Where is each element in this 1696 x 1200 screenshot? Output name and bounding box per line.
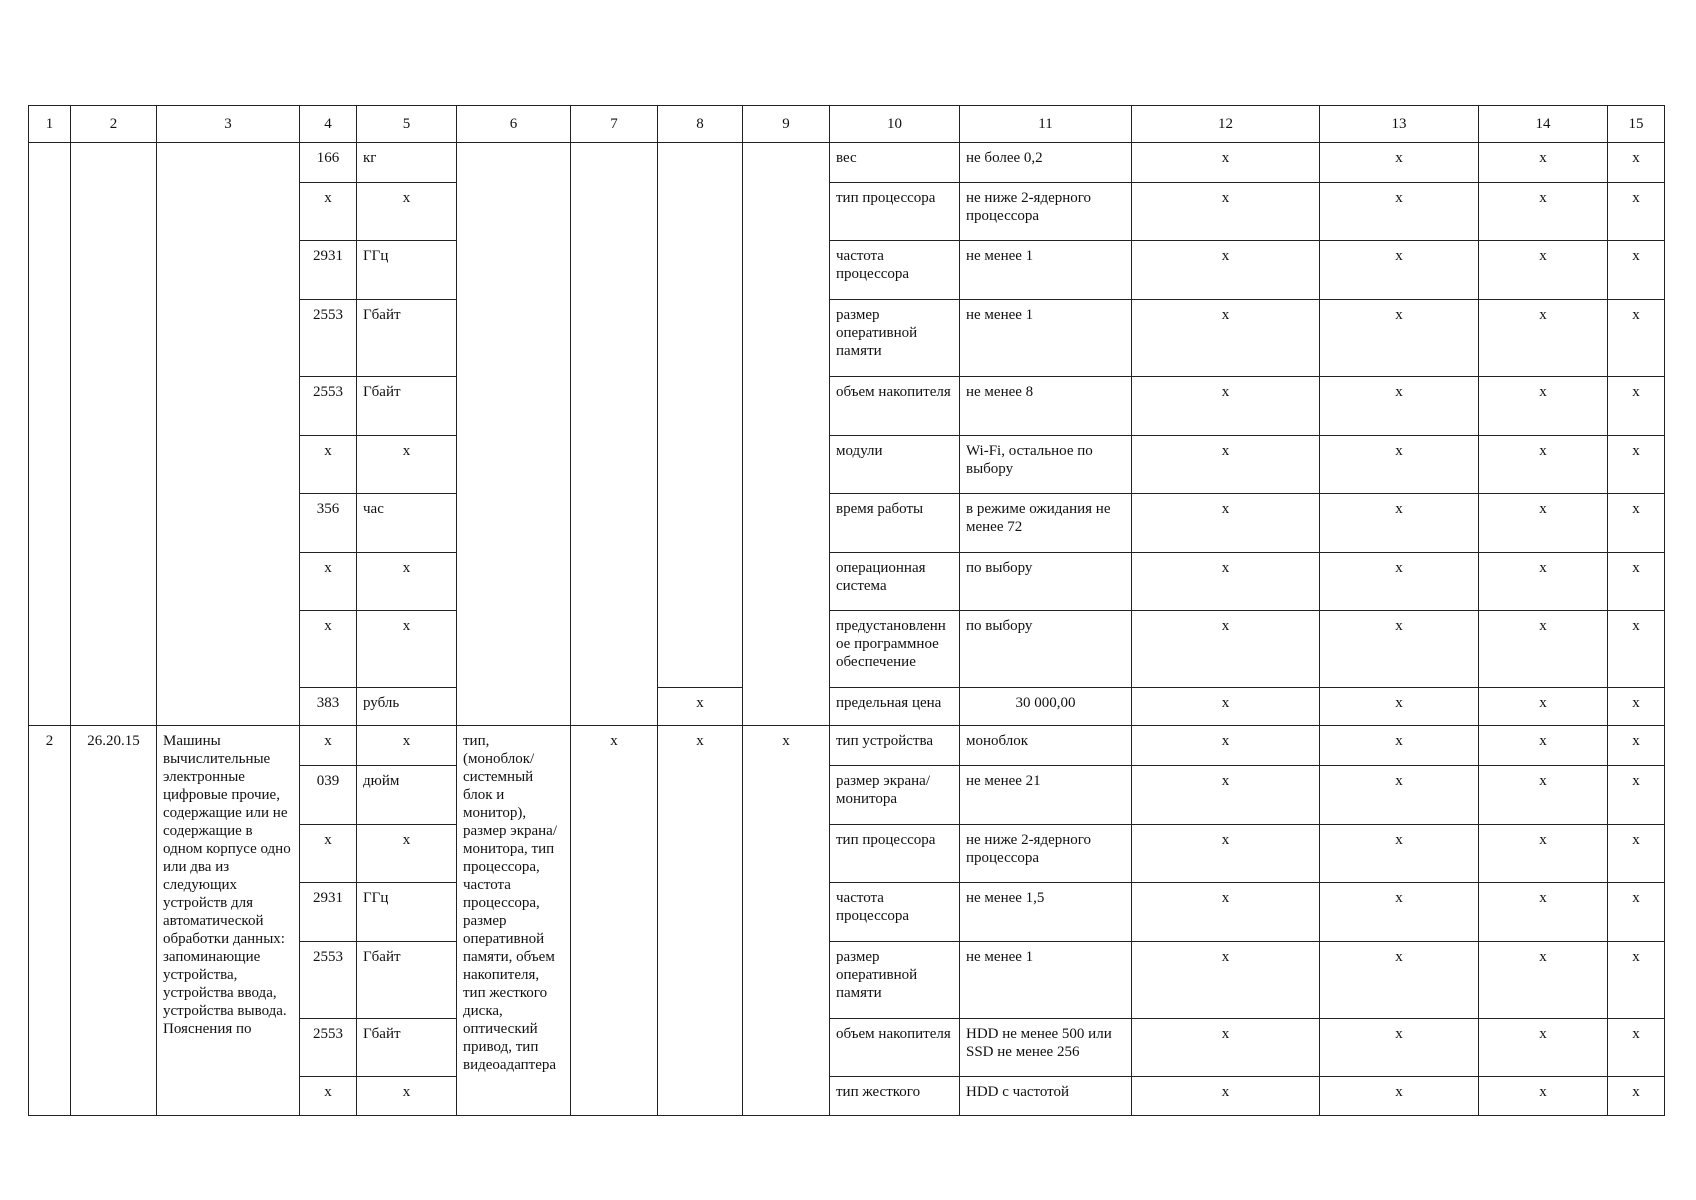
- cell-characteristic: размер оперативной памяти: [830, 942, 960, 1019]
- cell-x: x: [1132, 300, 1320, 377]
- cell-x: x: [1132, 241, 1320, 300]
- cell-code: 2931: [300, 883, 357, 942]
- cell-x: x: [1608, 300, 1665, 377]
- cell-characteristic: объем накопителя: [830, 377, 960, 436]
- table-row: [29, 143, 1665, 183]
- cell-x: x: [1479, 883, 1608, 942]
- cell-x: x: [1320, 143, 1479, 183]
- cell-value: не ниже 2-ядерного процессора: [960, 825, 1132, 883]
- cell-x: x: [1479, 300, 1608, 377]
- cell-x: x: [1608, 494, 1665, 553]
- cell-x: x: [1320, 183, 1479, 241]
- header-cell: 15: [1608, 106, 1665, 143]
- cell-x: x: [1320, 825, 1479, 883]
- header-cell: 12: [1132, 106, 1320, 143]
- cell-x: x: [1608, 611, 1665, 688]
- cell-x: x: [1320, 1077, 1479, 1116]
- header-cell: 11: [960, 106, 1132, 143]
- header-cell: 1: [29, 106, 71, 143]
- cell-x: x: [1479, 611, 1608, 688]
- cell-x: x: [1132, 494, 1320, 553]
- cell-x: x: [1479, 688, 1608, 726]
- cell-x: x: [1320, 494, 1479, 553]
- cell-code: 2931: [300, 241, 357, 300]
- cell-characteristic: предельная цена: [830, 688, 960, 726]
- cell-characteristic: модули: [830, 436, 960, 494]
- cell-code: x: [300, 726, 357, 766]
- cell-x: x: [1132, 611, 1320, 688]
- cell-characteristic: тип процессора: [830, 825, 960, 883]
- cell-unit: Гбайт: [357, 300, 457, 377]
- cell-code: x: [300, 183, 357, 241]
- column-number-header: [29, 106, 1665, 143]
- cell-characteristic: объем накопителя: [830, 1019, 960, 1077]
- cell-value: по выбору: [960, 611, 1132, 688]
- cell-code: x: [300, 436, 357, 494]
- requirements-table: [28, 105, 1665, 1116]
- cell-x: x: [1320, 726, 1479, 766]
- cell-unit: час: [357, 494, 457, 553]
- cell-x: x: [1320, 1019, 1479, 1077]
- cell-x: x: [1608, 436, 1665, 494]
- cell-value: не менее 8: [960, 377, 1132, 436]
- cell-code: 166: [300, 143, 357, 183]
- cell-x: x: [1479, 825, 1608, 883]
- cell-value: не менее 1: [960, 241, 1132, 300]
- cell-x: x: [1320, 883, 1479, 942]
- cell-item-number: 2: [29, 726, 71, 1116]
- cell-x: x: [571, 726, 658, 1116]
- cell-x: x: [1320, 766, 1479, 825]
- cell-x: x: [1132, 143, 1320, 183]
- cell-value: по выбору: [960, 553, 1132, 611]
- cell-empty: [71, 143, 157, 726]
- header-cell: 2: [71, 106, 157, 143]
- cell-x: x: [1320, 300, 1479, 377]
- cell-empty: [457, 143, 571, 726]
- cell-code: x: [300, 825, 357, 883]
- cell-x: x: [658, 688, 743, 726]
- cell-x: x: [1479, 183, 1608, 241]
- header-cell: 8: [658, 106, 743, 143]
- cell-x: x: [1320, 553, 1479, 611]
- cell-code: x: [300, 553, 357, 611]
- cell-unit: x: [357, 825, 457, 883]
- cell-x: x: [1132, 183, 1320, 241]
- cell-x: x: [1479, 1019, 1608, 1077]
- header-cell: 10: [830, 106, 960, 143]
- cell-x: x: [1608, 883, 1665, 942]
- cell-unit: x: [357, 611, 457, 688]
- cell-x: x: [1320, 377, 1479, 436]
- cell-unit: Гбайт: [357, 377, 457, 436]
- cell-code: 2553: [300, 300, 357, 377]
- cell-x: x: [1608, 183, 1665, 241]
- cell-x: x: [1479, 766, 1608, 825]
- header-cell: 13: [1320, 106, 1479, 143]
- cell-x: x: [1479, 143, 1608, 183]
- cell-unit: x: [357, 436, 457, 494]
- cell-x: x: [1132, 883, 1320, 942]
- cell-x: x: [1132, 942, 1320, 1019]
- cell-unit: x: [357, 1077, 457, 1116]
- cell-x: x: [1132, 825, 1320, 883]
- cell-x: x: [1132, 688, 1320, 726]
- cell-okpd-code: 26.20.15: [71, 726, 157, 1116]
- cell-x: x: [658, 726, 743, 1116]
- cell-x: x: [1608, 553, 1665, 611]
- cell-characteristic: тип процессора: [830, 183, 960, 241]
- cell-x: x: [1479, 553, 1608, 611]
- header-cell: 7: [571, 106, 658, 143]
- cell-characteristic: тип жесткого: [830, 1077, 960, 1116]
- cell-x: x: [1132, 1077, 1320, 1116]
- cell-unit: x: [357, 183, 457, 241]
- cell-x: x: [1320, 611, 1479, 688]
- cell-empty: [571, 143, 658, 726]
- cell-unit: ГГц: [357, 883, 457, 942]
- cell-characteristic: частота процессора: [830, 883, 960, 942]
- cell-code: x: [300, 1077, 357, 1116]
- cell-x: x: [1132, 436, 1320, 494]
- cell-value: HDD не менее 500 или SSD не менее 256: [960, 1019, 1132, 1077]
- cell-x: x: [1479, 1077, 1608, 1116]
- cell-characteristic: тип устройства: [830, 726, 960, 766]
- header-cell: 6: [457, 106, 571, 143]
- document-sheet: [28, 105, 1664, 1116]
- cell-unit: рубль: [357, 688, 457, 726]
- cell-code: 2553: [300, 1019, 357, 1077]
- cell-x: x: [1132, 553, 1320, 611]
- cell-x: x: [1479, 377, 1608, 436]
- cell-x: x: [1608, 766, 1665, 825]
- cell-x: x: [1132, 766, 1320, 825]
- cell-code: 039: [300, 766, 357, 825]
- cell-empty: [29, 143, 71, 726]
- cell-x: x: [1608, 825, 1665, 883]
- cell-value: HDD с частотой: [960, 1077, 1132, 1116]
- cell-unit: дюйм: [357, 766, 457, 825]
- cell-code: 383: [300, 688, 357, 726]
- cell-value: не менее 1: [960, 300, 1132, 377]
- cell-value: не ниже 2-ядерного процессора: [960, 183, 1132, 241]
- cell-unit: кг: [357, 143, 457, 183]
- header-cell: 4: [300, 106, 357, 143]
- cell-x: x: [1132, 726, 1320, 766]
- cell-empty: [157, 143, 300, 726]
- cell-x: x: [1479, 726, 1608, 766]
- cell-x: x: [1479, 494, 1608, 553]
- cell-code: 2553: [300, 377, 357, 436]
- cell-unit: Гбайт: [357, 1019, 457, 1077]
- cell-characteristic: время работы: [830, 494, 960, 553]
- cell-empty: [658, 143, 743, 688]
- cell-value: не менее 1: [960, 942, 1132, 1019]
- cell-value: не менее 1,5: [960, 883, 1132, 942]
- header-cell: 14: [1479, 106, 1608, 143]
- cell-x: x: [1132, 377, 1320, 436]
- cell-x: x: [1479, 241, 1608, 300]
- cell-x: x: [1320, 436, 1479, 494]
- cell-x: x: [1608, 1077, 1665, 1116]
- cell-characteristic: операционная система: [830, 553, 960, 611]
- cell-characteristic: вес: [830, 143, 960, 183]
- cell-characteristic: предустановленное программное обеспечение: [830, 611, 960, 688]
- cell-characteristics-list: тип, (моноблок/системный блок и монитор), размер экрана/монитора, тип процессора, частота процессора, размер оперативной памяти, объем накопителя, тип жесткого диска, оптический привод, тип видеоадаптера: [457, 726, 571, 1116]
- cell-unit: x: [357, 726, 457, 766]
- cell-x: x: [1608, 143, 1665, 183]
- cell-x: x: [1479, 436, 1608, 494]
- cell-value: в режиме ожидания не менее 72: [960, 494, 1132, 553]
- cell-x: x: [1479, 942, 1608, 1019]
- header-cell: 9: [743, 106, 830, 143]
- cell-characteristic: размер экрана/монитора: [830, 766, 960, 825]
- table-row: [29, 726, 1665, 766]
- cell-x: x: [1608, 1019, 1665, 1077]
- cell-x: x: [1608, 942, 1665, 1019]
- cell-value: не более 0,2: [960, 143, 1132, 183]
- cell-item-name: Машины вычислительные электронные цифровые прочие, содержащие или не содержащие в одном корпусе одно или два из следующих устройств для автоматической обработки данных: запоминающие устройства, устройства ввода, устройства вывода. Пояснения по: [157, 726, 300, 1116]
- header-cell: 5: [357, 106, 457, 143]
- cell-x: x: [1608, 726, 1665, 766]
- cell-value: моноблок: [960, 726, 1132, 766]
- cell-characteristic: частота процессора: [830, 241, 960, 300]
- cell-x: x: [743, 726, 830, 1116]
- cell-x: x: [1608, 688, 1665, 726]
- cell-unit: ГГц: [357, 241, 457, 300]
- cell-unit: Гбайт: [357, 942, 457, 1019]
- cell-x: x: [1608, 377, 1665, 436]
- cell-x: x: [1608, 241, 1665, 300]
- cell-empty: [743, 143, 830, 726]
- cell-x: x: [1320, 942, 1479, 1019]
- cell-code: 356: [300, 494, 357, 553]
- header-cell: 3: [157, 106, 300, 143]
- cell-characteristic: размер оперативной памяти: [830, 300, 960, 377]
- cell-price: 30 000,00: [960, 688, 1132, 726]
- cell-x: x: [1320, 688, 1479, 726]
- cell-x: x: [1320, 241, 1479, 300]
- cell-value: Wi-Fi, остальное по выбору: [960, 436, 1132, 494]
- cell-unit: x: [357, 553, 457, 611]
- cell-code: x: [300, 611, 357, 688]
- cell-value: не менее 21: [960, 766, 1132, 825]
- cell-x: x: [1132, 1019, 1320, 1077]
- cell-code: 2553: [300, 942, 357, 1019]
